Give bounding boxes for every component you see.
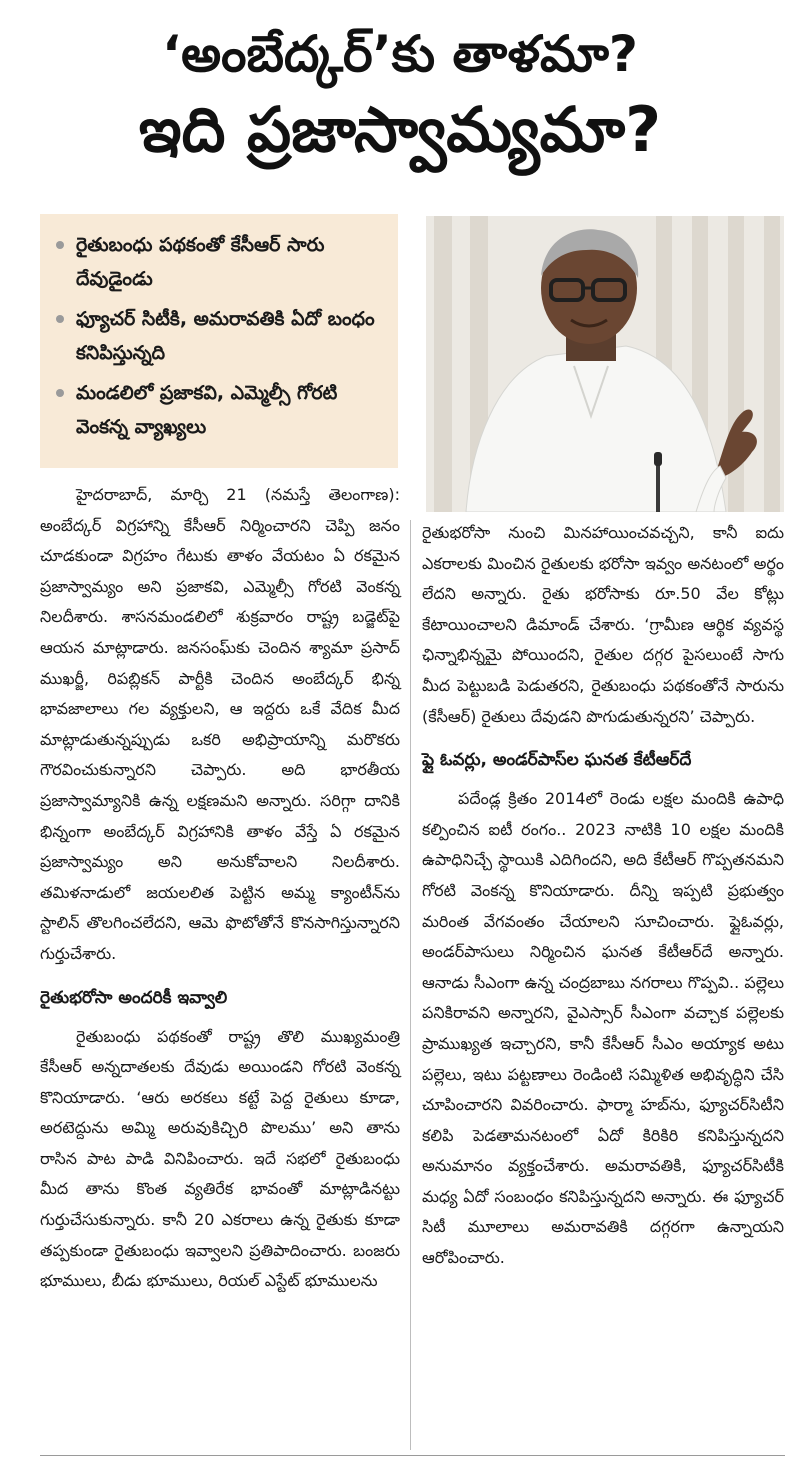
highlight-text: రైతుబంధు పథకంతో కేసీఆర్ సారు దేవుడైండు [76,234,325,290]
bullet-icon [56,315,64,323]
article-column-right [422,518,784,1274]
headline [0,20,800,172]
speaker-photo [426,216,784,512]
section-subhead: రైతుభరోసా అందరికీ ఇవ్వాలి [40,987,228,1008]
bottom-divider [40,1455,785,1456]
highlight-item [56,376,388,444]
article-paragraph: రైతుబంధు పథకంతో రాష్ట్ర తొలి ముఖ్యమంత్రి కేసీఆర్ అన్నదాతలకు దేవుడు అయిండని గోరటి వెంకన్న కొనియాడారు. ‘ఆరు అరకలు కట్టే పెద్ద రైతులు కూడా, అరటెద్దును అమ్మి అరువుకిచ్చిరి పొలము’ అని తాను రాసిన పాట పాడి వినిపించారు. ఇదే సభలో రైతుబంధు మీద తాను కొంత వ్యతిరేక భావంతో మాట్లాడినట్టు గుర్తుచేసుకున్నారు. కానీ 20 ఎకరాలు ఉన్న రైతుకు కూడా తప్పకుండా రైతుబంధు ఇవ్వాలని ప్రతిపాదించారు. బంజరు భూములు, బీడు భూములు, రియల్ ఎస్టేట్ భూములను [40,1026,400,1291]
column-divider [410,520,411,1450]
bullet-icon [56,389,64,397]
highlights-box [40,214,398,468]
highlight-item [56,302,388,370]
article-paragraph: హైదరాబాద్, మార్చి 21 (నమస్తే తెలంగాణ): అంబేద్కర్ విగ్రహాన్ని కేసీఆర్ నిర్మించారని చెప్పి జనం చూడకుండా విగ్రహం గేటుకు తాళం వేయటం ఏ రకమైన ప్రజాస్వామ్యం అని ప్రజాకవి, ఎమ్మెల్సీ గోరటి వెంకన్న నిలదీశారు. శాసనమండలిలో శుక్రవారం రాష్ట్ర బడ్జెట్‌పై ఆయన మాట్లాడారు. జనసంఘ్‌కు చెందిన శ్యామా ప్రసాద్ ముఖర్జీ, రిపబ్లికన్ పార్టీకి చెందిన అంబేద్కర్ భిన్న భావజాలాలు గల వ్యక్తులని, ఆ ఇద్దరు ఒకే వేదిక మీద మాట్లాడుతున్నప్పుడు ఒకరి అభిప్రాయాన్ని మరొకరు గౌరవించుకున్నారని చెప్పారు. అది భారతీయ ప్రజాస్వామ్యానికి ఉన్న లక్షణమని అన్నారు. సరిగ్గా దానికి భిన్నంగా అంబేద్కర్ విగ్రహానికి తాళం వేస్తే ఏ రకమైన ప్రజాస్వామ్యం అని అనుకోవాలని నిలదీశారు. తమిళనాడులో జయలలిత పెట్టిన అమ్మ క్యాంటీన్‌ను స్టాలిన్ తొలగించలేదని, ఆమె ఫొటోతోనే కొనసాగిస్తున్నారని గుర్తుచేశారు. [40,485,400,963]
highlight-text: ఫ్యూచర్ సిటీకి, అమరావతికి ఏదో బంధం కనిపిస్తున్నది [76,308,375,364]
article-paragraph: రైతుభరోసా నుంచి మినహాయించవచ్చని, కానీ ఐదు ఎకరాలకు మించిన రైతులకు భరోసా ఇవ్వం అనటంలో అర్థం లేదని అన్నారు. రైతు భరోసాకు రూ.50 వేల కోట్లు కేటాయించాలని డిమాండ్ చేశారు. ‘గ్రామీణ ఆర్థిక వ్యవస్థ ఛిన్నాభిన్నమై పోయిందని, రైతుల దగ్గర పైసలుంటే సాగు మీద పెట్టుబడి పెడుతరని, రైతుబంధు పథకంతోనే సారును (కేసీఆర్) రైతులు దేవుడని పొగుడుతున్నరని’ చెప్పారు. [422,523,784,726]
highlight-item [56,228,388,296]
headline-line-2: ఇది ప్రజాస్వామ్యమా? [138,93,662,166]
article-paragraph: పదేండ్ల క్రితం 2014లో రెండు లక్షల మందికి ఉపాధి కల్పించిన ఐటీ రంగం.. 2023 నాటికి 10 లక్షల మందికి ఉపాధినిచ్చే స్థాయికి ఎదిగిందని, అది కేటీఆర్ గొప్పతనమని గోరటి వెంకన్న కొనియాడారు. దీన్ని ఇప్పటి ప్రభుత్వం మరింత వేగవంతం చేయాలని సూచించారు. ఫ్లైఓవర్లు, అండర్‌పాసులు నిర్మించిన ఘనత కేటీఆర్‌దే అన్నారు. ఆనాడు సీఎంగా ఉన్న చంద్రబాబు నగరాలు గొప్పవి.. పల్లెలు పనికిరావని అన్నారని, వైఎస్సార్ సీఎంగా వచ్చాక పల్లెలకు ప్రాముఖ్యత ఇచ్చారని, కానీ కేసీఆర్ సీఎం అయ్యాక అటు పల్లెలు, ఇటు పట్టణాలు రెండింటి సమ్మిళిత అభివృద్ధిని చేసి చూపించారని వివరించారు. ఫార్మా హబ్‌ను, ఫ్యూచర్‌సిటీని కలిపి పెడతామనటంలో ఏదో కిరికిరి కనిపిస్తున్నదని అనుమానం వ్యక్తంచేశారు. అమరావతికి, ఫ్యూచర్‌సిటీకి మధ్య ఏదో సంబంధం కనిపిస్తున్నదని అన్నారు. ఈ ఫ్యూచర్ సిటీ మూలాలు అమరావతికి దగ్గరగా ఉన్నాయని ఆరోపించారు. [422,789,784,1268]
bullet-icon [56,241,64,249]
section-subhead: ఫ్లై ఓవర్లు, అండర్‌పాస్‌ల ఘనత కేటీఆర్‌దే [422,750,692,771]
headline-line-1: ‘అంబేద్కర్’కు తాళమా? [162,25,638,83]
article-column-left [40,480,400,1297]
highlight-text: మండలిలో ప్రజాకవి, ఎమ్మెల్సీ గోరటి వెంకన్న వ్యాఖ్యలు [76,382,338,438]
